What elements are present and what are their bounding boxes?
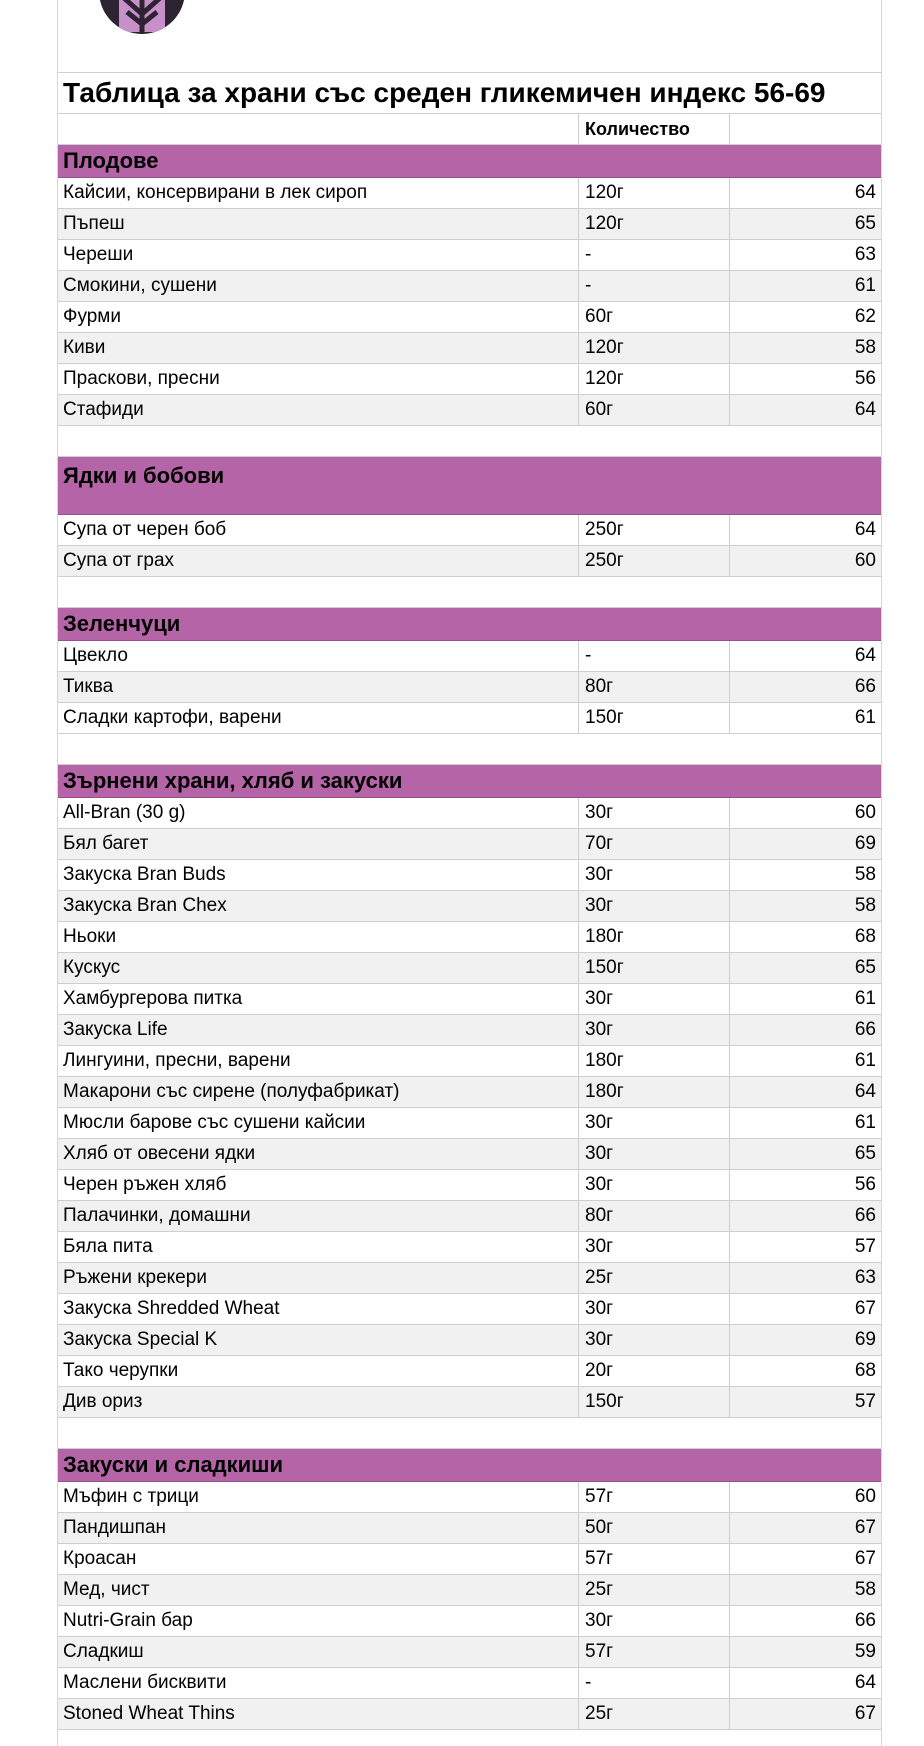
- gi-value-cell: 61: [854, 1112, 876, 1133]
- gi-value-cell: 67: [854, 1703, 876, 1724]
- gi-value-cell: 57: [854, 1391, 876, 1412]
- table-row: [57, 1637, 882, 1668]
- table-title-row: [57, 72, 882, 114]
- quantity-cell: 30г: [579, 1108, 730, 1138]
- food-cell: Супа от черен боб: [57, 515, 579, 545]
- quantity-cell: 30г: [579, 984, 730, 1014]
- quantity-cell: 150г: [579, 953, 730, 983]
- table-row: [57, 1575, 882, 1606]
- gi-value-cell: 65: [854, 1143, 876, 1164]
- food-cell: Мюсли барове със сушени кайсии: [57, 1108, 579, 1138]
- food-cell: Тиква: [57, 672, 579, 702]
- table-row: [57, 1356, 882, 1387]
- table-row: [57, 1077, 882, 1108]
- food-cell: Мъфин с трици: [57, 1482, 579, 1512]
- table-row: [57, 922, 882, 953]
- food-cell: Див ориз: [57, 1387, 579, 1417]
- quantity-cell: 25г: [579, 1699, 730, 1729]
- quantity-cell: 70г: [579, 829, 730, 859]
- table-row: [57, 1232, 882, 1263]
- table-row: [57, 1294, 882, 1325]
- gi-value-cell: 63: [854, 1267, 876, 1288]
- table-row: [57, 1482, 882, 1513]
- gi-value-cell: 66: [854, 1019, 876, 1040]
- table-row: [57, 703, 882, 734]
- food-cell: Киви: [57, 333, 579, 363]
- food-cell: Закуска Bran Chex: [57, 891, 579, 921]
- table-row: [57, 1325, 882, 1356]
- gi-value-cell: 61: [854, 275, 876, 296]
- table-sections: [57, 145, 882, 1730]
- table-row: [57, 891, 882, 922]
- table-row: [57, 1544, 882, 1575]
- food-cell: Закуска Special K: [57, 1325, 579, 1355]
- table-row: [57, 1387, 882, 1418]
- quantity-cell: 180г: [579, 922, 730, 952]
- quantity-cell: 20г: [579, 1356, 730, 1386]
- table-row: [57, 240, 882, 271]
- gi-value-cell: 58: [854, 337, 876, 358]
- quantity-cell: -: [579, 641, 730, 671]
- category-header: Закуски и сладкиши: [57, 1449, 882, 1482]
- table-row: [57, 178, 882, 209]
- quantity-cell: 60г: [579, 395, 730, 425]
- leaf-logo-icon: [99, 0, 185, 34]
- gi-value-cell: 58: [854, 895, 876, 916]
- food-cell: Пандишпан: [57, 1513, 579, 1543]
- gi-value-cell: 60: [854, 1486, 876, 1507]
- quantity-cell: 150г: [579, 1387, 730, 1417]
- table-row: [57, 1513, 882, 1544]
- gi-value-cell: 67: [854, 1548, 876, 1569]
- gi-value-cell: 67: [854, 1517, 876, 1538]
- quantity-cell: 25г: [579, 1575, 730, 1605]
- quantity-cell: 30г: [579, 1232, 730, 1262]
- header-food-cell: [57, 114, 579, 144]
- gi-value-cell: 56: [854, 1174, 876, 1195]
- food-cell: Закуска Life: [57, 1015, 579, 1045]
- gi-value-cell: 64: [854, 1081, 876, 1102]
- food-table-sheet: [57, 0, 882, 1730]
- quantity-cell: 30г: [579, 1606, 730, 1636]
- food-cell: Ньоки: [57, 922, 579, 952]
- gi-value-cell: 60: [854, 802, 876, 823]
- food-cell: Сладкиш: [57, 1637, 579, 1667]
- food-cell: Хамбургерова питка: [57, 984, 579, 1014]
- quantity-cell: 57г: [579, 1637, 730, 1667]
- category-header: Ядки и бобови: [57, 457, 882, 515]
- quantity-cell: -: [579, 271, 730, 301]
- food-cell: Череши: [57, 240, 579, 270]
- table-row: [57, 984, 882, 1015]
- category-header: Зеленчуци: [57, 608, 882, 641]
- table-row: [57, 1668, 882, 1699]
- section-spacer: [57, 1418, 882, 1449]
- food-cell: All-Bran (30 g): [57, 798, 579, 828]
- gi-value-cell: 68: [854, 1360, 876, 1381]
- food-cell: Цвекло: [57, 641, 579, 671]
- food-cell: Закуска Bran Buds: [57, 860, 579, 890]
- gi-value-cell: 61: [854, 988, 876, 1009]
- table-row: [57, 1201, 882, 1232]
- gi-value-cell: 64: [854, 182, 876, 203]
- gi-value-cell: 67: [854, 1298, 876, 1319]
- table-row: [57, 1046, 882, 1077]
- food-cell: Бял багет: [57, 829, 579, 859]
- header-gi-cell: [730, 114, 882, 144]
- gi-value-cell: 63: [854, 244, 876, 265]
- quantity-cell: 30г: [579, 891, 730, 921]
- food-cell: Праскови, пресни: [57, 364, 579, 394]
- section-spacer: [57, 734, 882, 765]
- gi-value-cell: 59: [854, 1641, 876, 1662]
- table-row: [57, 1170, 882, 1201]
- quantity-cell: 30г: [579, 860, 730, 890]
- food-cell: Маслени бисквити: [57, 1668, 579, 1698]
- gi-value-cell: 64: [854, 399, 876, 420]
- gi-value-cell: 65: [854, 957, 876, 978]
- food-cell: Закуска Shredded Wheat: [57, 1294, 579, 1324]
- food-cell: Бяла пита: [57, 1232, 579, 1262]
- table-row: [57, 641, 882, 672]
- category-header: Зърнени храни, хляб и закуски: [57, 765, 882, 798]
- quantity-cell: 250г: [579, 546, 730, 576]
- table-row: [57, 672, 882, 703]
- quantity-cell: 120г: [579, 209, 730, 239]
- gi-value-cell: 61: [854, 1050, 876, 1071]
- food-cell: Смокини, сушени: [57, 271, 579, 301]
- food-cell: Кайсии, консервирани в лек сироп: [57, 178, 579, 208]
- table-row: [57, 1699, 882, 1730]
- table-row: [57, 1139, 882, 1170]
- food-cell: Хляб от овесени ядки: [57, 1139, 579, 1169]
- quantity-cell: 30г: [579, 1294, 730, 1324]
- quantity-cell: 30г: [579, 1139, 730, 1169]
- table-row: [57, 1606, 882, 1637]
- table-row: [57, 860, 882, 891]
- table-row: [57, 798, 882, 829]
- gi-value-cell: 66: [854, 1205, 876, 1226]
- quantity-cell: 57г: [579, 1544, 730, 1574]
- gi-value-cell: 66: [854, 1610, 876, 1631]
- table-row: [57, 829, 882, 860]
- column-header-row: [57, 114, 882, 145]
- gi-value-cell: 64: [854, 645, 876, 666]
- quantity-cell: 150г: [579, 703, 730, 733]
- table-row: [57, 546, 882, 577]
- food-cell: Nutri-Grain бар: [57, 1606, 579, 1636]
- gi-value-cell: 64: [854, 1672, 876, 1693]
- section-spacer: [57, 426, 882, 457]
- quantity-cell: -: [579, 1668, 730, 1698]
- food-cell: Кроасан: [57, 1544, 579, 1574]
- quantity-cell: 50г: [579, 1513, 730, 1543]
- quantity-cell: 30г: [579, 1015, 730, 1045]
- quantity-cell: -: [579, 240, 730, 270]
- food-cell: Макарони със сирене (полуфабрикат): [57, 1077, 579, 1107]
- table-row: [57, 333, 882, 364]
- quantity-cell: 80г: [579, 1201, 730, 1231]
- gi-value-cell: 60: [854, 550, 876, 571]
- table-row: [57, 1108, 882, 1139]
- gi-value-cell: 56: [854, 368, 876, 389]
- food-cell: Фурми: [57, 302, 579, 332]
- gi-value-cell: 58: [854, 1579, 876, 1600]
- quantity-cell: 120г: [579, 364, 730, 394]
- table-row: [57, 209, 882, 240]
- table-row: [57, 302, 882, 333]
- header-quantity-cell: Количество: [579, 114, 730, 144]
- gi-value-cell: 57: [854, 1236, 876, 1257]
- table-row: [57, 1015, 882, 1046]
- table-row: [57, 953, 882, 984]
- quantity-cell: 30г: [579, 798, 730, 828]
- gi-value-cell: 58: [854, 864, 876, 885]
- gi-value-cell: 65: [854, 213, 876, 234]
- category-header: Плодове: [57, 145, 882, 178]
- food-cell: Ръжени крекери: [57, 1263, 579, 1293]
- food-cell: Кускус: [57, 953, 579, 983]
- gi-value-cell: 66: [854, 676, 876, 697]
- quantity-cell: 25г: [579, 1263, 730, 1293]
- quantity-cell: 30г: [579, 1170, 730, 1200]
- table-row: [57, 395, 882, 426]
- food-cell: Тако черупки: [57, 1356, 579, 1386]
- food-cell: Мед, чист: [57, 1575, 579, 1605]
- food-cell: Стафиди: [57, 395, 579, 425]
- food-cell: Пъпеш: [57, 209, 579, 239]
- food-cell: Stoned Wheat Thins: [57, 1699, 579, 1729]
- table-row: [57, 1263, 882, 1294]
- page-title: Таблица за храни със среден гликемичен индекс 56-69: [63, 77, 826, 108]
- table-row: [57, 271, 882, 302]
- gi-value-cell: 68: [854, 926, 876, 947]
- gi-value-cell: 69: [854, 833, 876, 854]
- logo-area: [57, 0, 882, 72]
- quantity-cell: 180г: [579, 1046, 730, 1076]
- quantity-cell: 250г: [579, 515, 730, 545]
- quantity-cell: 80г: [579, 672, 730, 702]
- gi-value-cell: 62: [854, 306, 876, 327]
- gi-value-cell: 61: [854, 707, 876, 728]
- food-cell: Палачинки, домашни: [57, 1201, 579, 1231]
- quantity-cell: 57г: [579, 1482, 730, 1512]
- table-row: [57, 515, 882, 546]
- section-spacer: [57, 577, 882, 608]
- food-cell: Лингуини, пресни, варени: [57, 1046, 579, 1076]
- gi-value-cell: 69: [854, 1329, 876, 1350]
- gi-value-cell: 64: [854, 519, 876, 540]
- food-cell: Супа от грах: [57, 546, 579, 576]
- quantity-cell: 30г: [579, 1325, 730, 1355]
- quantity-cell: 60г: [579, 302, 730, 332]
- quantity-cell: 120г: [579, 178, 730, 208]
- quantity-cell: 120г: [579, 333, 730, 363]
- food-cell: Сладки картофи, варени: [57, 703, 579, 733]
- food-cell: Черен ръжен хляб: [57, 1170, 579, 1200]
- quantity-cell: 180г: [579, 1077, 730, 1107]
- table-row: [57, 364, 882, 395]
